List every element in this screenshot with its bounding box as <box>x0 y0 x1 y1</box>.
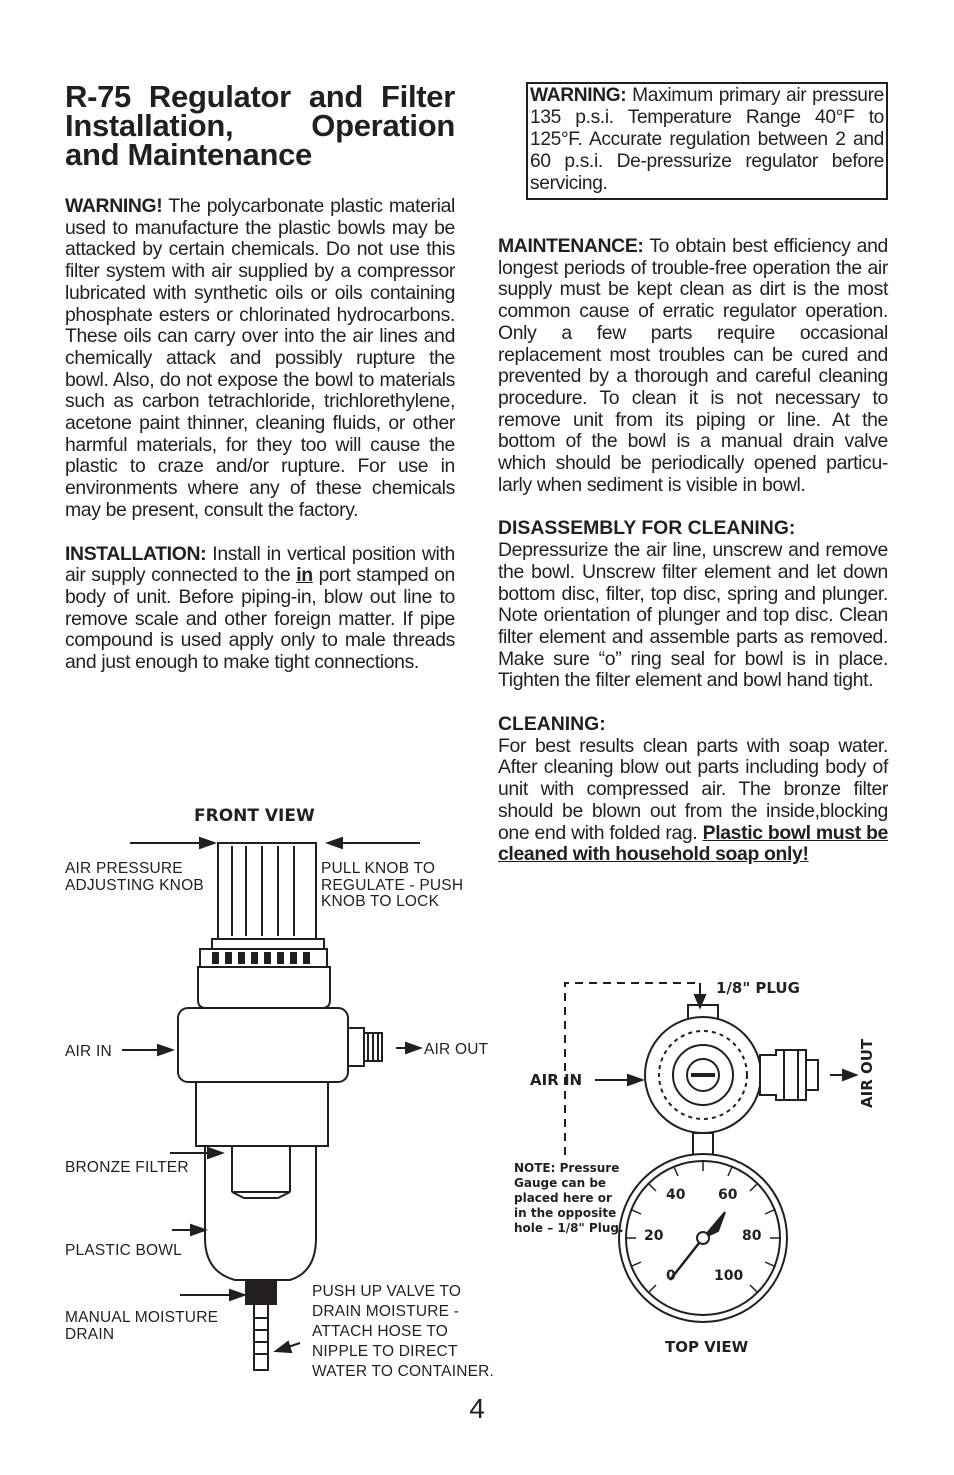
top-view-drawing <box>565 983 818 1322</box>
disassembly-heading: DISASSEMBLY FOR CLEANING: <box>498 517 796 540</box>
warning-box-label: WARNING: <box>530 85 627 106</box>
installation-label: INSTALLATION: <box>65 542 207 565</box>
regulator-body <box>178 1008 348 1082</box>
gauge-tick-100: 100 <box>714 1268 744 1284</box>
label-plastic-bowl: PLASTIC BOWL <box>65 1242 182 1259</box>
label-push-up-valve: PUSH UP VALVE TO DRAIN MOISTURE - ATTACH HOSE TO NIPPLE TO DIRECT WATER TO CONTAINER. <box>312 1283 495 1380</box>
title-line-1: R-75 Regulator and Filter <box>65 79 455 114</box>
title-line-2: Installation, Operation <box>65 108 455 143</box>
plastic-bowl-shape <box>205 1146 316 1280</box>
disassembly-text: Depressurize the air line, unscrew and remove the bowl. Unscrew filter element and let down bottom disc, filter, top disc, spring and plunger. Note orientation of plunger and top disc. Clean filter element and assemble parts as removed. Make sure “o” ring seal for bowl is in place. Tighten the filter element and bowl hand tight. <box>498 539 888 692</box>
label-manual-drain: MANUAL MOISTURE DRAIN <box>65 1309 219 1343</box>
gauge-tick-20: 20 <box>644 1228 664 1244</box>
installation-in-word: in <box>296 564 313 587</box>
front-view-title: FRONT VIEW <box>194 806 315 826</box>
label-bronze-filter: BRONZE FILTER <box>65 1159 189 1176</box>
cleaning-text: For best results clean parts with soap water. After cleaning blow out parts including body of unit with compressed air. The bronze filter should be blown out from the inside,blocking one end with folded rag. <box>498 734 888 844</box>
cleaning-heading: CLEANING: <box>498 713 606 736</box>
installation-text-b: port stamped on body of unit. Before piping-in, blow out line to remove scale and other foreign matter. If pipe compound is used apply only to male threads and just enough to make tight connections. <box>65 564 455 674</box>
label-top-air-out: AIR OUT <box>858 1038 876 1108</box>
label-air-out: AIR OUT <box>424 1041 489 1058</box>
warning-label: WARNING! <box>65 195 163 217</box>
label-top-air-in: AIR IN <box>530 1071 583 1089</box>
warning-box-text: Maximum primary air pressure 135 p.s.i. Temperature Range 40°F to 125°F. Accurate regulation between 2 and 60 p.s.i. De-pressurize regulator before servicing. <box>530 85 884 194</box>
cleaning-emphasis: Plastic bowl must be cleaned with household soap only! <box>498 821 888 866</box>
label-air-in: AIR IN <box>65 1043 112 1060</box>
label-plug: 1/8" PLUG <box>716 979 800 997</box>
top-view-title: TOP VIEW <box>665 1338 749 1356</box>
label-adjusting-knob: AIR PRESSURE ADJUSTING KNOB <box>65 860 204 894</box>
maintenance-label: MAINTENANCE: <box>498 235 644 257</box>
gauge-tick-80: 80 <box>742 1228 762 1244</box>
label-pull-knob: PULL KNOB TO REGULATE - PUSH KNOB TO LOCK <box>321 860 464 910</box>
label-gauge-note: NOTE: Pressure Gauge can be placed here or in the opposite hole – 1/8" Plug. <box>514 1161 624 1235</box>
warning-text: The polycarbonate plastic material used to manufacture the plastic bowls may be attacked by certain chemicals. Do not use this filter system with air supplied by a compressor lubricated with synthetic oils or oils containing phosphate esters or chlorinated hydrocarbons. These oils can carry over into the air lines and chemically attack and possibly rupture the bowl. Also, do not expose the bowl to materials such as carbon tetrachloride, trichlorethylene, acetone paint thinner, cleaning fluids, or other harmful materials, for they too will cause the plastic to craze and/or rupture. For use in environments where any of these chemicals may be present, consult the factory. <box>65 195 455 521</box>
installation-text-a: Install in vertical position with air supply connected to the <box>65 542 455 587</box>
gauge-tick-0: 0 <box>666 1268 676 1284</box>
page-number: 4 <box>469 1393 485 1424</box>
gauge-tick-60: 60 <box>718 1187 738 1203</box>
title-line-3: and Maintenance <box>65 137 312 172</box>
gauge-tick-40: 40 <box>666 1187 686 1203</box>
maintenance-text: To obtain best efficiency and longest periods of trouble-free operation the air supply must be kept clean as dirt is the most common cause of erratic regulator operation. Only a few parts require occasional replacement most troubles can be cured and prevented by a thorough and careful cleaning procedure. To clean it is not necessary to remove unit from its piping or line. At the bottom of the bowl is a manual drain valve which should be periodically opened particu-larly when sediment is visible in bowl. <box>498 235 888 496</box>
